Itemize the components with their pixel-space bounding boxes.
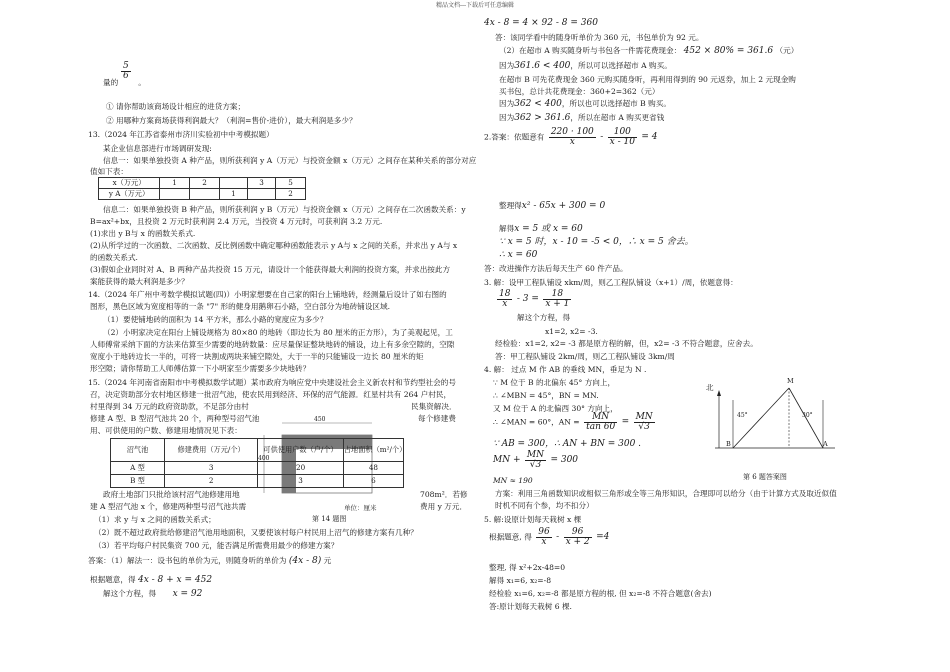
q15-line: （2）既不超过政府批给修建沼气池用地面积，又要使该村每户村民用上沼气的修建方案有几种？ [94,528,418,537]
answer-3-line: $\frac{18}{x}$ - 3 = $\frac{18}{x + 1}$ [499,289,570,309]
fraction: $\frac{96}{x}$ [538,527,550,547]
answer-3-line: 3. 解：设甲工程队铺设 xkm/周，则乙工程队铺设（x+1）/周，依题意得： [484,278,738,287]
fraction: $\frac{220 \cdot 100}{x}$ [550,127,594,147]
answer-5-line: 5. 解:设原计划每天栽树 x 棵 [484,515,582,524]
answer-3-line: 答：甲工程队铺设 2km/周，则乙工程队铺设 3km/周 [495,352,675,361]
answer-4-line: 时机不同有个参，均不扣分） [495,501,594,510]
table-15 [110,438,407,488]
answer-2-line: 整理得x² - 65x + 300 = 0 [499,201,606,211]
figure-6-label: A [823,440,828,448]
q15-line: （1）求 y 与 x 之间的函数关系式； [94,515,216,524]
answer-4-line: 4. 解： 过点 M 作 AB 的垂线 MN，垂足为 N . [484,365,647,374]
fraction: $\frac{96}{x + 2}$ [565,527,590,547]
q13-line: 的函数关系式. [90,253,138,262]
figure-6-label: 30° [802,412,813,419]
answer-line: 因为361.6 < 400，所以可以选择超市 A 购买。 [499,61,672,71]
fraction: $\frac{MN}{√3}$ [526,450,545,470]
figure-6-label: 北 [706,383,714,392]
answer-line: 在超市 B 可先花费现金 360 元购买随身听，再利用得到的 90 元返券，加上 2 元现金购 [499,75,796,84]
q13-line: 信息一：如果单独投资 A 种产品，则所获利润 y A（万元）与投资金额 x（万元）之间存在某种关系的部分对应 [103,156,477,165]
answer-3-line: 经检验：x1=2, x2= -3 都是原方程的解，但，x2= -3 不符合题意，应舍去。 [495,339,758,348]
answer-line: 答：该同学看中的随身听单价为 360 元，书包单价为 92 元。 [495,33,704,42]
figure-6-label: B [726,440,731,448]
figure-6-diagram [703,377,853,480]
q14-line: 宽度小于地砖边长一半的，可将一块割成两块来铺空隙处，大于一半的只能铺设一边长 80 厘米的矩 [90,352,424,361]
answer-4-line: MN ≈ 190 [493,476,533,485]
q15-line: 15.（2024 年河南省南阳市中考模拟数学试题）某市政府为响应党中央建设社会主义新农村和节约型社会的号 [88,378,456,387]
fraction: $\frac{18}{x}$ [499,289,511,309]
answer-3-line: x1=2, x2= -3. [545,327,598,336]
answer-1-line: 解这个方程，得 x = 92 [103,589,203,599]
q15-line: 民集资解决． [411,402,457,411]
q15-line: 修建 A 型、B 型沼气池共 20 个，两种型号沼气池 [90,414,260,423]
q14-line: 14.（2024 年广州中考数学模拟试题(四)）小明家想要在自己家的阳台上铺地砖，经测量后设计了如右图的 [88,290,447,299]
table-row: A 型 3 20 48 [111,462,404,475]
q14-line: 人师傅常采纳下面的方法来估算至少需要的地砖数量：应尽量保证整块地砖的铺设，边上有多余空隙的，空隙 [90,340,455,349]
table-row: B 型 2 3 6 [111,475,404,488]
answer-2-line: 2.答案：依题意有 $\frac{220 \cdot 100}{x}$ - $\frac{100}{x - 10}$ = 4 [484,127,658,147]
q15-line: 用、可供使用的户数、修建用地情况见下表： [90,426,242,435]
q14-line: （1）要使铺地砖的面积为 14 平方米，那么小路的宽度应为多少？ [103,315,328,324]
q13-line: 某企业信息部进行市场调研发现: [103,144,212,153]
answer-4-line: ∴ ∠MAN = 60°，AN = $\frac{MN}{\tan 60}$ = $\frac{MN}{√3}$ [493,412,653,432]
q13-line: (3)假如企业同时对 A、B 两种产品共投资 15 万元，请设计一个能获得最大利润的投资方案，并求出按此方 [90,265,451,274]
answer-line: 买书包，总计共花费现金：360+2=362（元） [499,87,660,96]
answer-4-line: ∵ M 位于 B 的北偏东 45° 方向上， [493,378,616,387]
q13-line: B=ax²+bx，且投资 2 万元时获利润 2.4 万元，当投资 4 万元时，可获利润 3.2 万元. [90,217,383,226]
answer-5-line: 答:原计划每天栽树 6 棵. [489,602,572,611]
page-header: 精品文档---下载后可任意编辑 [435,2,515,9]
q15-line: 建 A 型沼气池 x 个，修建两种型号沼气池共需 [90,502,247,511]
answer-5-line: 整理, 得 x²+2x-48=0 [489,563,566,572]
fig14-side-dim: 400 [258,455,270,462]
table-13 [98,177,306,200]
answer-4-line: 方案：利用三角函数知识或相似三角形或全等三角形知识，合理即可以给分（由于计算方式及取近似值 [495,489,837,498]
figure-14-caption: 第 14 题图 [312,515,347,523]
q15-line: （3）若平均每户村民集资 700 元，能否满足所需费用最少的修建方案？ [94,541,339,550]
table-row: 沼气池 修建费用（万元/个） 可供使用户数（户/个） 占地面积（m²/个） [111,439,404,462]
answer-line: 因为362 < 400，所以也可以选择超市 B 购买。 [499,99,671,109]
answer-4-line: MN + $\frac{MN}{√3}$ = 300 [493,450,579,470]
question-1: ① 请你帮助该商场设计相应的进货方案； [106,102,246,111]
answer-line: （2）在超市 A 购买随身听与书包各一件需花费现金： 452 × 80% = 361.6 （元） [499,46,799,56]
table-row: y A（万元） 1 2 [99,189,306,200]
fraction-5-6: $\frac{5}{6}$ [123,61,129,81]
answer-5-line: 经检验 x₁=6, x₂=-8 都是原方程的根, 但 x₂=-8 不符合题意(舍去) [489,589,712,598]
figure-6-caption: 第 6 题答案图 [743,473,787,481]
equation: 4x - 8 = 4 × 92 - 8 = 360 [484,18,598,28]
profit-line: 量的 。 [103,78,146,87]
q13-line: (1)求出 y B与 x 的函数关系式. [90,229,196,238]
answer-4-line: ∵ AB = 300，∴ AN + BN = 300 . [493,439,642,449]
q14-line: 图形，黑色区域为宽度相等的一条 "7" 形的健身用鹅卵石小路，空白部分为地砖铺设区域. [90,302,391,311]
answer-line: 因为362 > 361.6，所以在超市 A 购买更省钱 [499,113,665,123]
fig14-top-dim: 450 [314,416,326,423]
q15-line: 政府土地部门只批给该村沼气池修建用地 [103,490,240,499]
q15-line: 费用 y 万元． [420,502,468,511]
answer-4-line: 又 M 位于 A 的北偏西 30° 方向上， [493,404,618,413]
answer-5-line: 解得 x₁=6, x₂=-8 [489,576,552,585]
fraction: $\frac{MN}{\tan 60}$ [586,412,616,432]
fraction: $\frac{MN}{√3}$ [635,412,653,432]
answer-5-line: 根据题意, 得 $\frac{96}{x}$ - $\frac{96}{x + 2}$ =4 [489,527,610,547]
fig14-unit: 单位：厘米 [344,504,377,512]
q13-line: 值如下表： [90,167,128,176]
q15-line: 708m²．若修 [420,490,468,499]
figure-6-label: 45° [737,412,748,419]
question-2: ② 用哪种方案商场获得利润最大？（利润=售价-进价），最大利润是多少？ [106,116,357,125]
answer-2-line: 答：改进操作方法后每天生产 60 件产品。 [484,264,628,273]
answer-1-line: 答案：（1）解法一：设书包的单价为元，则随身听的单价为 (4x - 8) 元 [88,556,332,566]
q14-line: 形空隙；请你帮助工人师傅估算一下小明家至少需要多少块地砖？ [90,364,311,373]
fraction: $\frac{18}{x + 1}$ [545,289,570,309]
answer-2-line: 解得x = 5 或 x = 60 [499,224,583,234]
fraction: $\frac{100}{x - 10}$ [609,127,635,147]
q13-line: (2)从所学过的一次函数、二次函数、反比例函数中确定哪种函数能表示 y A与 x 之间的关系，并求出 y A与 x [90,241,458,250]
q14-line: （2）小明家决定在阳台上铺设规格为 80×80 的地砖（即边长为 80 厘米的正方形），为了美观起见，工 [103,328,453,337]
q15-line: 召，决定资助部分农村地区修建一批沼气池，使农民用到经济、环保的沼气能源．红星村共有 264 户村民， [90,390,452,399]
figure-6-label: M [787,377,794,385]
q13-title: 13.（2024 年江苏省泰州市济川实验初中中考模拟题） [88,130,274,139]
q13-line: 案能获得的最大利润是多少？ [90,277,189,286]
answer-2-line: ∴ x = 60 [499,250,538,260]
table-row: x（万元） 1 2 3 5 [99,178,306,189]
right-column [475,0,950,672]
answer-2-line: ∵ x = 5 时，x - 10 = -5 < 0，∴ x = 5 舍去。 [499,237,694,247]
q15-line: 村里得到 34 万元的政府资助款，不足部分由村 [90,402,249,411]
q13-line: 信息二：如果单独投资 B 种产品，则所获利润 y B（万元）与投资金额 x（万元）之间存在二次函数关系：y [103,205,466,214]
q15-line: 每个修建费 [418,414,456,423]
answer-3-line: 解这个方程，得 [517,313,571,322]
answer-1-line: 根据题意，得 4x - 8 + x = 452 [90,575,213,585]
answer-4-line: ∴ ∠MBN = 45°，BN = MN. [493,391,599,400]
